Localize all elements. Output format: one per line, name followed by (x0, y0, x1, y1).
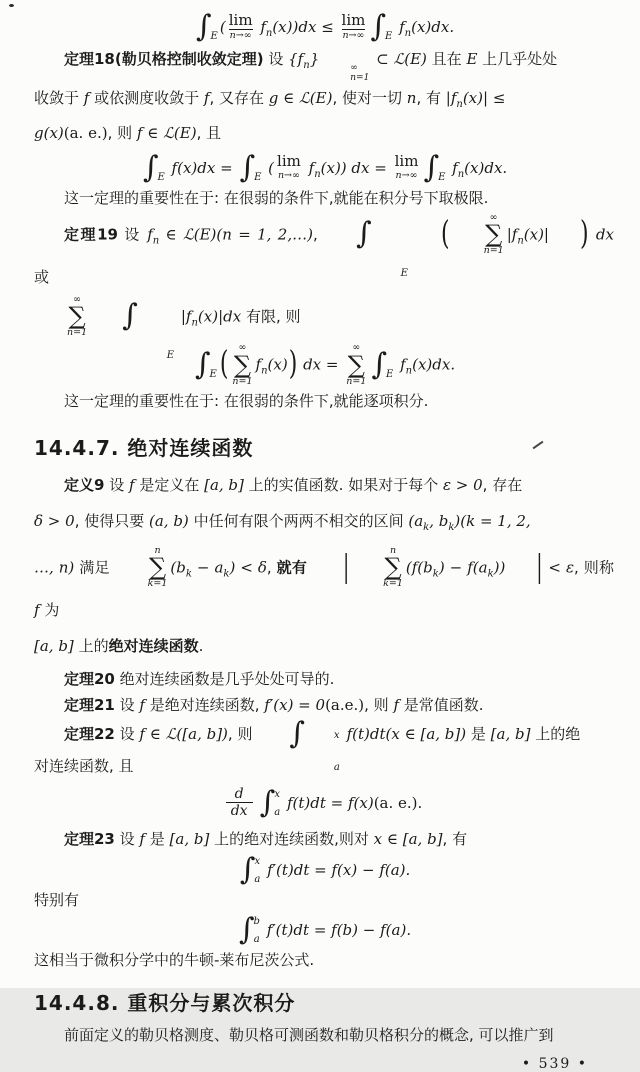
paragraph-theorem-20: 定理20 绝对连续函数是几乎处处可导的. (64, 670, 335, 689)
display-formula-differentiation-of-integral: $\frac{d}{dx}$ ∫ x a f(t)dt = f(x)(a. e.). (34, 786, 614, 821)
paragraph-newton-leibniz-remark: 这相当于微积分学中的牛顿-莱布尼茨公式. (34, 950, 315, 969)
display-formula-termwise-integration: ∫ E ( ∞ ∑ n=1 $f_n(x)$) dx = ∞ ∑ n=1 ∫ E $f_n(x)dx$. (194, 342, 456, 387)
page-number: • 539 • (521, 1055, 588, 1072)
paragraph-theorem-21: 定理21 设 f 是绝对连续函数, f′(x) = 0(a.e.), 则 f 是常值函数. (64, 696, 484, 715)
section-heading-14-4-7 (34, 432, 614, 461)
paragraph-section-intro: 前面定义的勒贝格测度、勒贝格可测函数和勒贝格积分的概念, 可以推广到 (64, 1025, 554, 1044)
paragraph-theorem-19: 定理19 设 $f_n$ ∈ ℒ(E)(n = 1, 2,…), ∫ E ( ∞ ∑ n=1 $|f_n(x)|$ ) dx 或 ∞ ∑ n=1 ∫ E $|f_n(x)|dx$ 有限, 则 (34, 211, 614, 362)
paragraph-theorem-23: 定理23 设 f 是 [a, b] 上的绝对连续函数,则对 x ∈ [a, b], 有 (64, 829, 468, 848)
section-heading-14-4-7-text: 14.4.7. 绝对连续函数 (34, 436, 254, 461)
paragraph-theorem-22: 定理22 设 f ∈ ℒ([a, b]), 则 ∫ x a f(t)dt(x ∈ [a, b]) 是 [a, b] 上的绝 对连续函数, 且 (34, 716, 581, 776)
paragraph-definition-9: 定义9 设 f 是定义在 [a, b] 上的实值函数. 如果对于每个 ε > 0, 存在 δ > 0, 使得只要 (a, b) 中任何有限个两两不相交的区间 ($a_k$, $b_k)(k = 1$, 2, …, n) 满足 n ∑ k=1 $(b_k - a_k) < \delta$, 就有 | n ∑ k=1 $(f(b_k) - f(a_k))$ | < ε, 则称 f 为 [a, b] 上的绝对连续函数. (34, 476, 614, 656)
paragraph-remark-limit-under-integral: 这一定理的重要性在于: 在很弱的条件下,就能在积分号下取极限. (64, 188, 489, 207)
display-formula-dominated-convergence: ∫ E f(x)dx = ∫ E ( lim n→∞ $f_n(x)$) dx = lim n→∞ ∫ E $f_n(x)dx$. (142, 149, 508, 185)
stray-scan-mark (533, 441, 544, 450)
scan-speck (9, 4, 14, 7)
display-formula-newton-leibniz: ∫ b a f′(t)dt = f(b) − f(a). (238, 911, 412, 947)
display-formula-fatou-lemma: ∫ E ( lim n→∞ $f_n(x))dx$ ≤ lim n→∞ ∫ E $f_n(x)dx$. (195, 9, 455, 44)
paragraph-remark-termwise-integration: 这一定理的重要性在于: 在很弱的条件下,就能逐项积分. (64, 392, 429, 411)
paragraph-theorem-18: 定理18(勒贝格控制收敛定理) 设 $\{f_n\}$ ∞ n=1 ⊂ ℒ(E) 且在 E 上几乎处处 收敛于 f 或依测度收敛于 f, 又存在 g ∈ ℒ(E), 使对一切 n, 有 $|f_n(x)|$ ≤ g(x)(a. e.), 则 f ∈ ℒ(E), 且 (34, 50, 558, 142)
section-heading-14-4-8 (34, 987, 614, 1016)
display-formula-ftc-variable-upper-limit: ∫ x a f′(t)dt = f(x) − f(a). (239, 851, 411, 887)
section-heading-14-4-8-text: 14.4.8. 重积分与累次积分 (34, 990, 296, 1015)
paragraph-in-particular: 特别有 (34, 890, 80, 909)
